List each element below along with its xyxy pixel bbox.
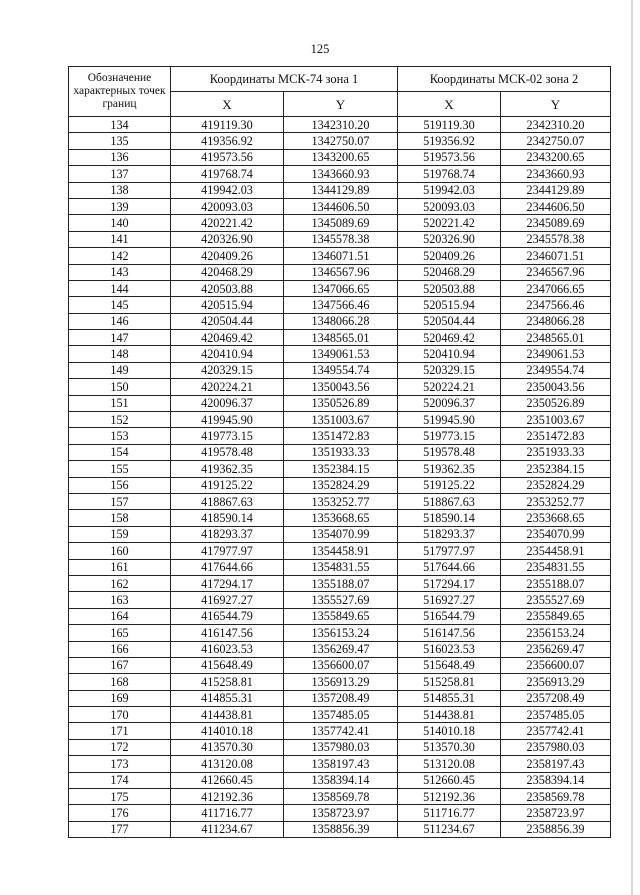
msk02-x-cell: 520093.03	[398, 198, 501, 214]
msk02-header: Координаты МСК-02 зона 2	[398, 67, 611, 92]
msk74-x-cell: 419573.56	[171, 149, 284, 165]
msk02-x-cell: 518590.14	[398, 510, 501, 526]
msk02-y-cell: 2356269.47	[501, 641, 611, 657]
table-row	[69, 248, 611, 264]
point-id-cell: 170	[69, 707, 171, 723]
msk74-y-cell: 1345578.38	[284, 231, 398, 247]
msk74-y-cell: 1355527.69	[284, 592, 398, 608]
msk02-x-cell: 519573.56	[398, 149, 501, 165]
msk02-y-cell: 2353668.65	[501, 510, 611, 526]
page-number: 125	[310, 42, 330, 56]
point-id-cell: 154	[69, 444, 171, 460]
msk74-x-cell: 420468.29	[171, 264, 284, 280]
point-id-cell: 161	[69, 559, 171, 575]
msk02-x-cell: 514438.81	[398, 707, 501, 723]
table-row	[69, 789, 611, 805]
msk02-y-cell: 2355188.07	[501, 575, 611, 591]
table-row	[69, 723, 611, 739]
msk74-x-cell: 413120.08	[171, 756, 284, 772]
point-id-cell: 138	[69, 182, 171, 198]
msk02-y-cell: 2351003.67	[501, 412, 611, 428]
msk02-y-cell: 2358197.43	[501, 756, 611, 772]
msk74-y-cell: 1354070.99	[284, 526, 398, 542]
msk02-x-cell: 520221.42	[398, 215, 501, 231]
msk74-y-cell: 1357980.03	[284, 739, 398, 755]
table-row	[69, 198, 611, 214]
msk74-y-cell: 1344129.89	[284, 182, 398, 198]
msk74-y-cell: 1353668.65	[284, 510, 398, 526]
point-id-cell: 173	[69, 756, 171, 772]
msk74-x-cell: 420515.94	[171, 297, 284, 313]
msk02-x-cell: 520503.88	[398, 280, 501, 296]
msk74-x-cell: 411234.67	[171, 821, 284, 837]
msk74-x-cell: 420096.37	[171, 395, 284, 411]
point-id-cell: 174	[69, 772, 171, 788]
msk74-x-cell: 416544.79	[171, 608, 284, 624]
msk74-y-cell: 1350043.56	[284, 379, 398, 395]
msk74-x-cell: 420224.21	[171, 379, 284, 395]
msk74-y-cell: 1358569.78	[284, 789, 398, 805]
msk74-x-cell: 419945.90	[171, 412, 284, 428]
point-id-cell: 162	[69, 575, 171, 591]
coordinates-table	[68, 66, 611, 838]
table-row	[69, 215, 611, 231]
msk74-y-cell: 1354831.55	[284, 559, 398, 575]
msk02-y-cell: 2346071.51	[501, 248, 611, 264]
msk02-y-cell: 2355527.69	[501, 592, 611, 608]
msk74-y-cell: 1356269.47	[284, 641, 398, 657]
msk74-x-cell: 419356.92	[171, 133, 284, 149]
point-id-cell: 135	[69, 133, 171, 149]
msk02-x-cell: 519578.48	[398, 444, 501, 460]
table-row	[69, 657, 611, 673]
table-row	[69, 821, 611, 837]
msk74-x-cell: 420326.90	[171, 231, 284, 247]
point-id-cell: 155	[69, 461, 171, 477]
msk74-y-cell: 1350526.89	[284, 395, 398, 411]
msk02-x-cell: 520469.42	[398, 330, 501, 346]
point-id-cell: 156	[69, 477, 171, 493]
msk74-y-cell: 1348066.28	[284, 313, 398, 329]
msk02-y-cell: 2357742.41	[501, 723, 611, 739]
point-id-cell: 160	[69, 543, 171, 559]
msk02-y-header: Y	[501, 92, 611, 117]
msk02-x-cell: 519773.15	[398, 428, 501, 444]
point-id-cell: 145	[69, 297, 171, 313]
table-row	[69, 707, 611, 723]
msk02-y-cell: 2347566.46	[501, 297, 611, 313]
msk02-x-cell: 520504.44	[398, 313, 501, 329]
table-row	[69, 346, 611, 362]
msk74-x-cell: 414010.18	[171, 723, 284, 739]
msk02-x-cell: 519945.90	[398, 412, 501, 428]
msk74-y-cell: 1352824.29	[284, 477, 398, 493]
msk74-y-cell: 1347066.65	[284, 280, 398, 296]
msk02-x-cell: 515258.81	[398, 674, 501, 690]
table-row	[69, 641, 611, 657]
msk02-y-cell: 2346567.96	[501, 264, 611, 280]
msk74-y-cell: 1358394.14	[284, 772, 398, 788]
point-id-cell: 164	[69, 608, 171, 624]
msk02-y-cell: 2357980.03	[501, 739, 611, 755]
msk02-x-cell: 519356.92	[398, 133, 501, 149]
table-row	[69, 412, 611, 428]
table-row	[69, 149, 611, 165]
msk74-y-cell: 1344606.50	[284, 198, 398, 214]
point-id-cell: 169	[69, 690, 171, 706]
point-id-cell: 149	[69, 362, 171, 378]
point-id-cell: 140	[69, 215, 171, 231]
msk02-x-cell: 516544.79	[398, 608, 501, 624]
table-row	[69, 608, 611, 624]
msk74-y-cell: 1351933.33	[284, 444, 398, 460]
table-row	[69, 166, 611, 182]
msk74-y-cell: 1346567.96	[284, 264, 398, 280]
msk02-y-cell: 2349554.74	[501, 362, 611, 378]
table-row	[69, 444, 611, 460]
msk02-y-cell: 2354070.99	[501, 526, 611, 542]
msk02-x-cell: 516023.53	[398, 641, 501, 657]
msk02-y-cell: 2356913.29	[501, 674, 611, 690]
point-id-cell: 139	[69, 198, 171, 214]
point-id-cell: 157	[69, 493, 171, 509]
msk02-y-cell: 2354458.91	[501, 543, 611, 559]
msk02-y-cell: 2349061.53	[501, 346, 611, 362]
point-id-cell: 167	[69, 657, 171, 673]
msk74-y-cell: 1349554.74	[284, 362, 398, 378]
msk74-y-cell: 1354458.91	[284, 543, 398, 559]
table-row	[69, 592, 611, 608]
msk02-x-cell: 516927.27	[398, 592, 501, 608]
point-id-cell: 134	[69, 117, 171, 133]
msk02-x-cell: 520515.94	[398, 297, 501, 313]
msk74-x-cell: 419362.35	[171, 461, 284, 477]
msk02-x-cell: 520410.94	[398, 346, 501, 362]
msk02-x-cell: 517977.97	[398, 543, 501, 559]
table-row	[69, 559, 611, 575]
msk74-x-cell: 412660.45	[171, 772, 284, 788]
msk74-y-cell: 1355188.07	[284, 575, 398, 591]
msk02-x-cell: 517644.66	[398, 559, 501, 575]
msk02-x-cell: 519942.03	[398, 182, 501, 198]
table-row	[69, 477, 611, 493]
msk74-y-cell: 1348565.01	[284, 330, 398, 346]
msk74-x-cell: 419773.15	[171, 428, 284, 444]
table-row	[69, 493, 611, 509]
msk74-y-cell: 1358723.97	[284, 805, 398, 821]
msk02-y-cell: 2345578.38	[501, 231, 611, 247]
msk74-y-cell: 1351472.83	[284, 428, 398, 444]
msk02-x-cell: 513570.30	[398, 739, 501, 755]
table-row	[69, 526, 611, 542]
msk02-x-cell: 520329.15	[398, 362, 501, 378]
msk74-x-cell: 418590.14	[171, 510, 284, 526]
msk02-y-cell: 2342750.07	[501, 133, 611, 149]
msk02-y-cell: 2342310.20	[501, 117, 611, 133]
msk74-x-cell: 419578.48	[171, 444, 284, 460]
msk74-x-cell: 420221.42	[171, 215, 284, 231]
msk02-x-cell: 514010.18	[398, 723, 501, 739]
msk74-x-cell: 420329.15	[171, 362, 284, 378]
msk02-x-cell: 517294.17	[398, 575, 501, 591]
msk74-x-cell: 417977.97	[171, 543, 284, 559]
point-id-cell: 166	[69, 641, 171, 657]
point-id-cell: 168	[69, 674, 171, 690]
msk02-y-cell: 2358569.78	[501, 789, 611, 805]
table-row	[69, 461, 611, 477]
table-header	[69, 67, 611, 117]
table-row	[69, 362, 611, 378]
point-id-cell: 163	[69, 592, 171, 608]
msk74-y-cell: 1358856.39	[284, 821, 398, 837]
msk74-y-cell: 1342310.20	[284, 117, 398, 133]
point-id-cell: 148	[69, 346, 171, 362]
msk02-y-cell: 2350043.56	[501, 379, 611, 395]
point-id-cell: 137	[69, 166, 171, 182]
msk02-x-header: X	[398, 92, 501, 117]
msk02-x-cell: 520409.26	[398, 248, 501, 264]
point-id-cell: 147	[69, 330, 171, 346]
table-row	[69, 805, 611, 821]
msk74-x-cell: 416147.56	[171, 625, 284, 641]
msk74-y-cell: 1356913.29	[284, 674, 398, 690]
msk02-y-cell: 2352384.15	[501, 461, 611, 477]
msk74-y-cell: 1358197.43	[284, 756, 398, 772]
msk74-y-cell: 1356153.24	[284, 625, 398, 641]
msk74-x-cell: 416927.27	[171, 592, 284, 608]
msk74-x-cell: 420410.94	[171, 346, 284, 362]
point-id-cell: 165	[69, 625, 171, 641]
msk02-x-cell: 520224.21	[398, 379, 501, 395]
msk02-x-cell: 520326.90	[398, 231, 501, 247]
table-row	[69, 182, 611, 198]
msk02-y-cell: 2356153.24	[501, 625, 611, 641]
msk74-x-cell: 420503.88	[171, 280, 284, 296]
msk02-y-cell: 2347066.65	[501, 280, 611, 296]
msk02-x-cell: 519768.74	[398, 166, 501, 182]
table-row	[69, 690, 611, 706]
msk02-x-cell: 519362.35	[398, 461, 501, 477]
msk02-x-cell: 518867.63	[398, 493, 501, 509]
point-id-cell: 158	[69, 510, 171, 526]
msk74-y-cell: 1342750.07	[284, 133, 398, 149]
msk02-y-cell: 2344606.50	[501, 198, 611, 214]
point-id-cell: 142	[69, 248, 171, 264]
msk02-x-cell: 513120.08	[398, 756, 501, 772]
msk74-y-cell: 1352384.15	[284, 461, 398, 477]
table-row	[69, 575, 611, 591]
msk74-y-cell: 1349061.53	[284, 346, 398, 362]
msk74-x-cell: 415258.81	[171, 674, 284, 690]
msk02-x-cell: 515648.49	[398, 657, 501, 673]
msk02-x-cell: 519119.30	[398, 117, 501, 133]
msk02-y-cell: 2357485.05	[501, 707, 611, 723]
msk02-x-cell: 514855.31	[398, 690, 501, 706]
msk02-y-cell: 2343660.93	[501, 166, 611, 182]
msk02-y-cell: 2351933.33	[501, 444, 611, 460]
msk02-y-cell: 2357208.49	[501, 690, 611, 706]
msk02-y-cell: 2348066.28	[501, 313, 611, 329]
msk02-x-cell: 512660.45	[398, 772, 501, 788]
table-row	[69, 264, 611, 280]
point-id-cell: 151	[69, 395, 171, 411]
table-body	[69, 117, 611, 838]
msk74-x-cell: 417294.17	[171, 575, 284, 591]
point-id-cell: 175	[69, 789, 171, 805]
msk74-x-cell: 414855.31	[171, 690, 284, 706]
point-id-cell: 171	[69, 723, 171, 739]
msk74-x-cell: 420093.03	[171, 198, 284, 214]
msk74-x-cell: 418293.37	[171, 526, 284, 542]
msk02-y-cell: 2348565.01	[501, 330, 611, 346]
msk02-x-cell: 516147.56	[398, 625, 501, 641]
msk02-x-cell: 520468.29	[398, 264, 501, 280]
msk74-x-header: X	[171, 92, 284, 117]
table-row	[69, 739, 611, 755]
msk74-x-cell: 420409.26	[171, 248, 284, 264]
msk74-x-cell: 418867.63	[171, 493, 284, 509]
table-row	[69, 280, 611, 296]
msk02-x-cell: 519125.22	[398, 477, 501, 493]
msk74-x-cell: 411716.77	[171, 805, 284, 821]
msk74-x-cell: 419119.30	[171, 117, 284, 133]
table-row	[69, 313, 611, 329]
point-id-cell: 177	[69, 821, 171, 837]
table-row	[69, 674, 611, 690]
msk74-y-cell: 1356600.07	[284, 657, 398, 673]
point-id-cell: 176	[69, 805, 171, 821]
msk02-y-cell: 2358394.14	[501, 772, 611, 788]
msk02-y-cell: 2352824.29	[501, 477, 611, 493]
msk02-y-cell: 2358856.39	[501, 821, 611, 837]
point-id-cell: 144	[69, 280, 171, 296]
table-row	[69, 297, 611, 313]
msk74-x-cell: 415648.49	[171, 657, 284, 673]
msk74-y-cell: 1347566.46	[284, 297, 398, 313]
table-row	[69, 133, 611, 149]
msk74-y-cell: 1357485.05	[284, 707, 398, 723]
table-row	[69, 510, 611, 526]
msk74-y-cell: 1357742.41	[284, 723, 398, 739]
msk74-y-cell: 1345089.69	[284, 215, 398, 231]
msk74-y-cell: 1355849.65	[284, 608, 398, 624]
msk74-y-cell: 1351003.67	[284, 412, 398, 428]
point-id-cell: 136	[69, 149, 171, 165]
msk74-x-cell: 419768.74	[171, 166, 284, 182]
msk02-x-cell: 511234.67	[398, 821, 501, 837]
table-row	[69, 428, 611, 444]
msk74-x-cell: 417644.66	[171, 559, 284, 575]
point-id-cell: 152	[69, 412, 171, 428]
msk74-y-cell: 1343200.65	[284, 149, 398, 165]
msk02-y-cell: 2344129.89	[501, 182, 611, 198]
table-row	[69, 117, 611, 133]
msk74-x-cell: 420469.42	[171, 330, 284, 346]
point-id-cell: 143	[69, 264, 171, 280]
msk74-x-cell: 420504.44	[171, 313, 284, 329]
msk74-x-cell: 412192.36	[171, 789, 284, 805]
point-id-cell: 146	[69, 313, 171, 329]
msk74-x-cell: 413570.30	[171, 739, 284, 755]
msk74-x-cell: 419942.03	[171, 182, 284, 198]
table-row	[69, 756, 611, 772]
table-row	[69, 231, 611, 247]
msk02-x-cell: 518293.37	[398, 526, 501, 542]
msk74-y-cell: 1343660.93	[284, 166, 398, 182]
msk74-y-cell: 1353252.77	[284, 493, 398, 509]
msk02-x-cell: 512192.36	[398, 789, 501, 805]
msk02-y-cell: 2353252.77	[501, 493, 611, 509]
msk02-y-cell: 2356600.07	[501, 657, 611, 673]
table-row	[69, 543, 611, 559]
point-id-cell: 141	[69, 231, 171, 247]
table-row	[69, 395, 611, 411]
msk74-x-cell: 414438.81	[171, 707, 284, 723]
msk02-x-cell: 511716.77	[398, 805, 501, 821]
point-id-cell: 150	[69, 379, 171, 395]
msk74-y-header: Y	[284, 92, 398, 117]
msk02-y-cell: 2351472.83	[501, 428, 611, 444]
msk74-header: Координаты МСК-74 зона 1	[171, 67, 398, 92]
table-row	[69, 772, 611, 788]
table-row	[69, 625, 611, 641]
msk74-y-cell: 1357208.49	[284, 690, 398, 706]
msk74-y-cell: 1346071.51	[284, 248, 398, 264]
msk02-y-cell: 2354831.55	[501, 559, 611, 575]
scan-edge-shadow	[631, 0, 633, 895]
msk02-y-cell: 2355849.65	[501, 608, 611, 624]
table-row	[69, 330, 611, 346]
msk02-x-cell: 520096.37	[398, 395, 501, 411]
point-id-cell: 172	[69, 739, 171, 755]
msk74-x-cell: 416023.53	[171, 641, 284, 657]
msk02-y-cell: 2350526.89	[501, 395, 611, 411]
point-label-header: Обозначение характерных точек границ	[69, 67, 171, 117]
point-id-cell: 153	[69, 428, 171, 444]
msk02-y-cell: 2358723.97	[501, 805, 611, 821]
msk74-x-cell: 419125.22	[171, 477, 284, 493]
msk02-y-cell: 2343200.65	[501, 149, 611, 165]
msk02-y-cell: 2345089.69	[501, 215, 611, 231]
point-id-cell: 159	[69, 526, 171, 542]
table-row	[69, 379, 611, 395]
